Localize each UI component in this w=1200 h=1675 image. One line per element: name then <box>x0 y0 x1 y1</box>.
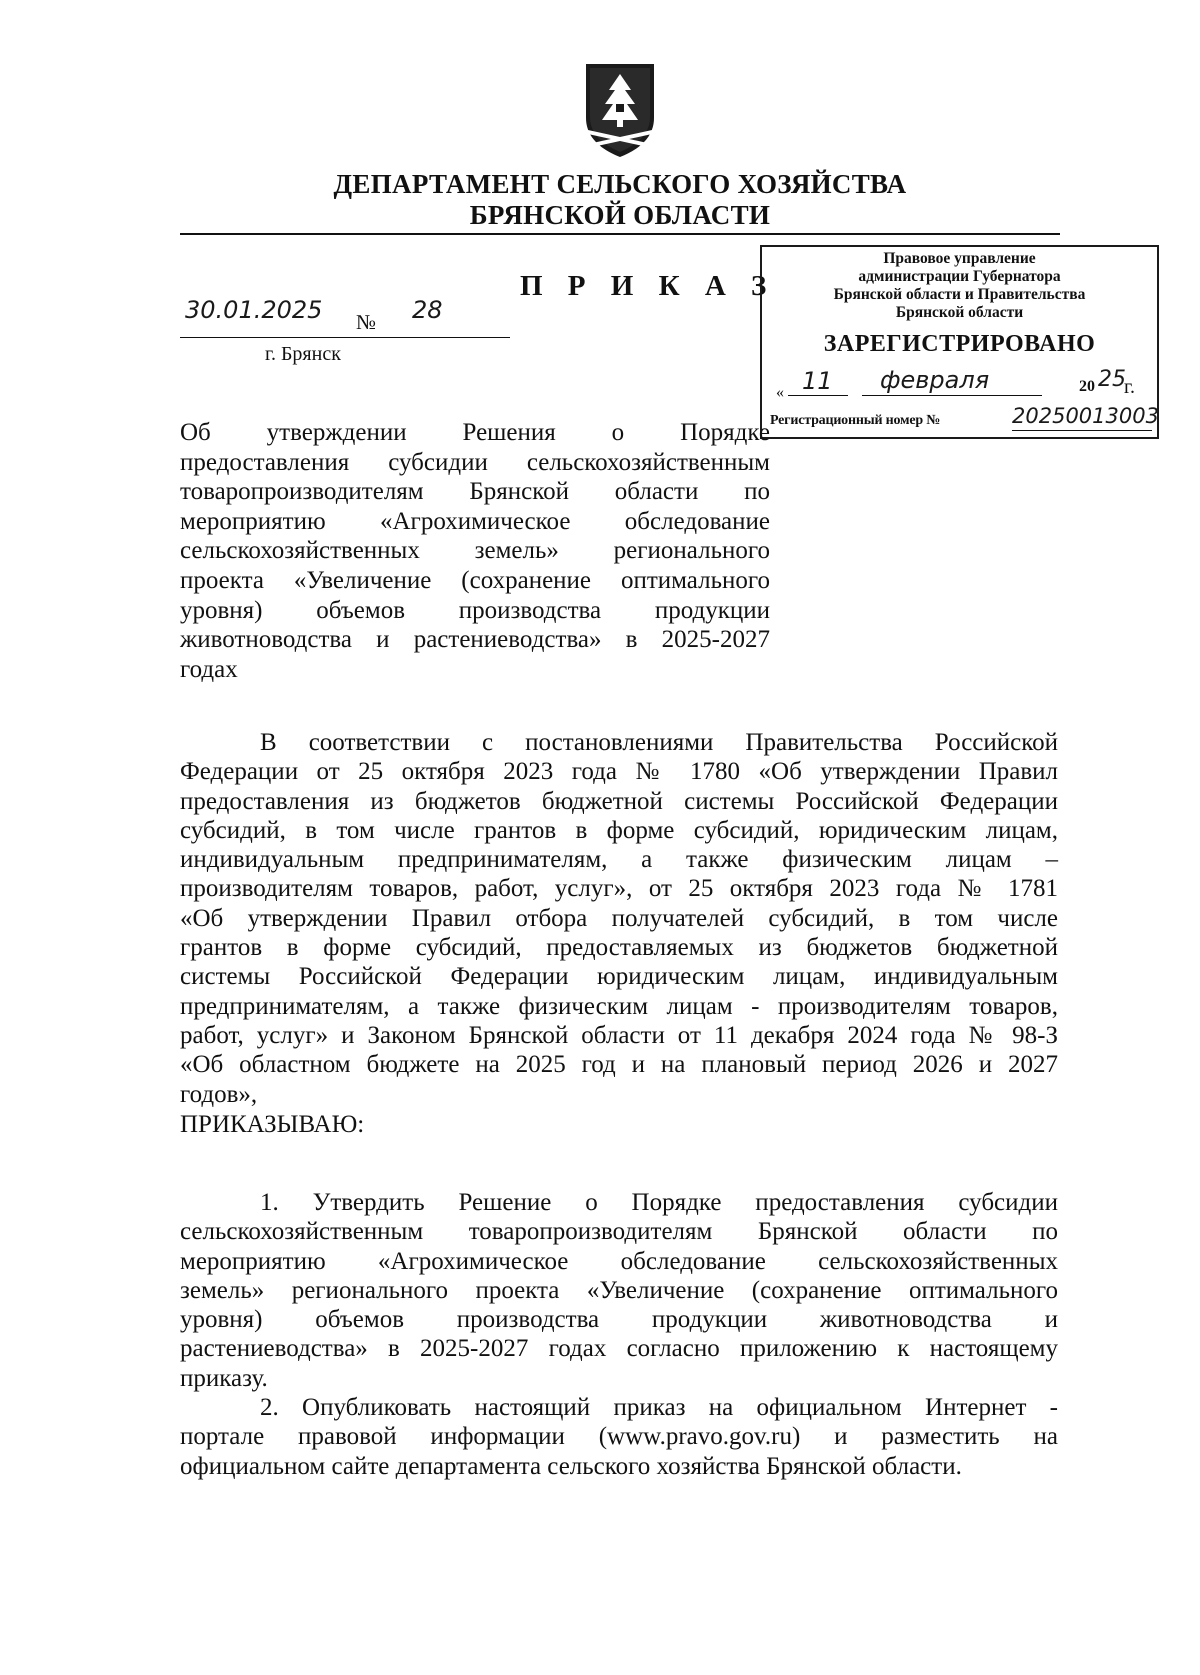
stamp-reg-number: 20250013003 <box>1012 404 1159 428</box>
clause-line: земель» регионального проекта «Увеличение (сохранение оптимального <box>180 1276 1058 1304</box>
preamble-line: производителям товаров, работ, услуг», от 25 октября 2023 года № 1781 <box>180 875 1058 903</box>
preamble-line: Федерации от 25 октября 2023 года № 1780 «Об утверждении Правил <box>180 758 1058 786</box>
clause-line: уровня) объемов производства продукции животноводства и <box>180 1306 1058 1334</box>
preamble-line: субсидий, в том числе грантов в форме субсидий, юридическим лицам, <box>180 816 1058 844</box>
coat-of-arms-icon <box>580 60 660 160</box>
order-date: 30.01.2025 <box>185 296 323 324</box>
stamp-year-prefix: 20 <box>1079 378 1095 395</box>
department-name-line2: БРЯНСКОЙ ОБЛАСТИ <box>469 200 771 230</box>
preamble-line: В соответствии с постановлениями Правительства Российской <box>260 729 1058 756</box>
stamp-reg-underline <box>1012 430 1152 431</box>
clause-1 <box>180 1188 1058 1393</box>
order-number: 28 <box>412 296 443 324</box>
stamp-year-suffix: 25 <box>1098 367 1126 392</box>
clause-line: мероприятию «Агрохимическое обследование сельскохозяйственных <box>180 1247 1058 1275</box>
date-underline <box>180 337 510 338</box>
order-subject <box>180 418 770 684</box>
header-divider <box>180 233 1060 235</box>
preamble-line: индивидуальным предпринимателям, а также физическим лицам – <box>180 846 1058 874</box>
clause-line: 1. Утвердить Решение о Порядке предоставления субсидии <box>260 1189 1058 1216</box>
preamble-line: годов», <box>180 1080 258 1108</box>
subject-line: животноводства и растениеводства» в 2025-2027 <box>180 626 770 654</box>
clause-line: сельскохозяйственным товаропроизводителям Брянской области по <box>180 1218 1058 1246</box>
department-name-line1: ДЕПАРТАМЕНТ СЕЛЬСКОГО ХОЗЯЙСТВА <box>333 169 907 199</box>
preamble-line: «Об утверждении Правил отбора получателей субсидий, в том числе <box>180 904 1058 932</box>
subject-line: Об утверждении Решения о Порядке <box>180 419 770 446</box>
preamble-line: системы Российской Федерации юридическим лицам, индивидуальным <box>180 963 1058 991</box>
preamble-line: работ, услуг» и Законом Брянской области от 11 декабря 2024 года № 98-З <box>180 1021 1058 1049</box>
stamp-registered-label: ЗАРЕГИСТРИРОВАНО <box>823 331 1096 357</box>
clause-line: официальном сайте департамента сельского хозяйства Брянской области. <box>180 1452 962 1480</box>
stamp-quote: « <box>776 384 784 401</box>
preamble-line: предпринимателям, а также физическим лицам - производителям товаров, <box>180 992 1058 1020</box>
preamble-line: «Об областном бюджете на 2025 год и на плановый период 2026 и 2027 <box>180 1051 1058 1079</box>
clause-line: 2. Опубликовать настоящий приказ на официальном Интернет - <box>260 1394 1058 1421</box>
stamp-header <box>762 250 1157 322</box>
clause-line: растениеводства» в 2025-2027 годах согласно приложению к настоящему <box>180 1335 1058 1363</box>
order-city: г. Брянск <box>265 343 341 365</box>
subject-line: мероприятию «Агрохимическое обследование <box>180 507 770 535</box>
preamble-line: предоставления из бюджетов бюджетной системы Российской Федерации <box>180 787 1058 815</box>
clause-line: портале правовой информации (www.pravo.gov.ru) и разместить на <box>180 1423 1058 1451</box>
subject-line: товаропроизводителям Брянской области по <box>180 478 770 506</box>
clause-2 <box>180 1393 1058 1481</box>
subject-line: проекта «Увеличение (сохранение оптимального <box>180 566 770 594</box>
stamp-line: Правовое управление <box>883 250 1036 267</box>
document-title: П Р И К А З <box>520 270 776 302</box>
subject-line: сельскохозяйственных земель» регионального <box>180 537 770 565</box>
stamp-day-underline <box>788 395 848 396</box>
order-word: ПРИКАЗЫВАЮ: <box>180 1111 365 1138</box>
stamp-line: администрации Губернатора <box>858 268 1061 285</box>
stamp-day: 11 <box>802 367 833 395</box>
stamp-line: Брянской области <box>895 304 1024 321</box>
clause-line: приказу. <box>180 1364 268 1392</box>
registration-stamp <box>760 245 1159 439</box>
order-number-sign: № <box>356 310 377 334</box>
stamp-month: февраля <box>880 366 990 394</box>
stamp-month-underline <box>862 395 1042 396</box>
stamp-year-g: г. <box>1124 376 1135 398</box>
stamp-line: Брянской области и Правительства <box>833 286 1086 303</box>
subject-line: годах <box>180 655 238 683</box>
stamp-reg-number-label: Регистрационный номер № <box>770 413 941 428</box>
preamble-line: грантов в форме субсидий, предоставляемых из бюджетов бюджетной <box>180 934 1058 962</box>
preamble-paragraph <box>180 728 1058 1109</box>
subject-line: предоставления субсидии сельскохозяйственным <box>180 448 770 476</box>
subject-line: уровня) объемов производства продукции <box>180 596 770 624</box>
